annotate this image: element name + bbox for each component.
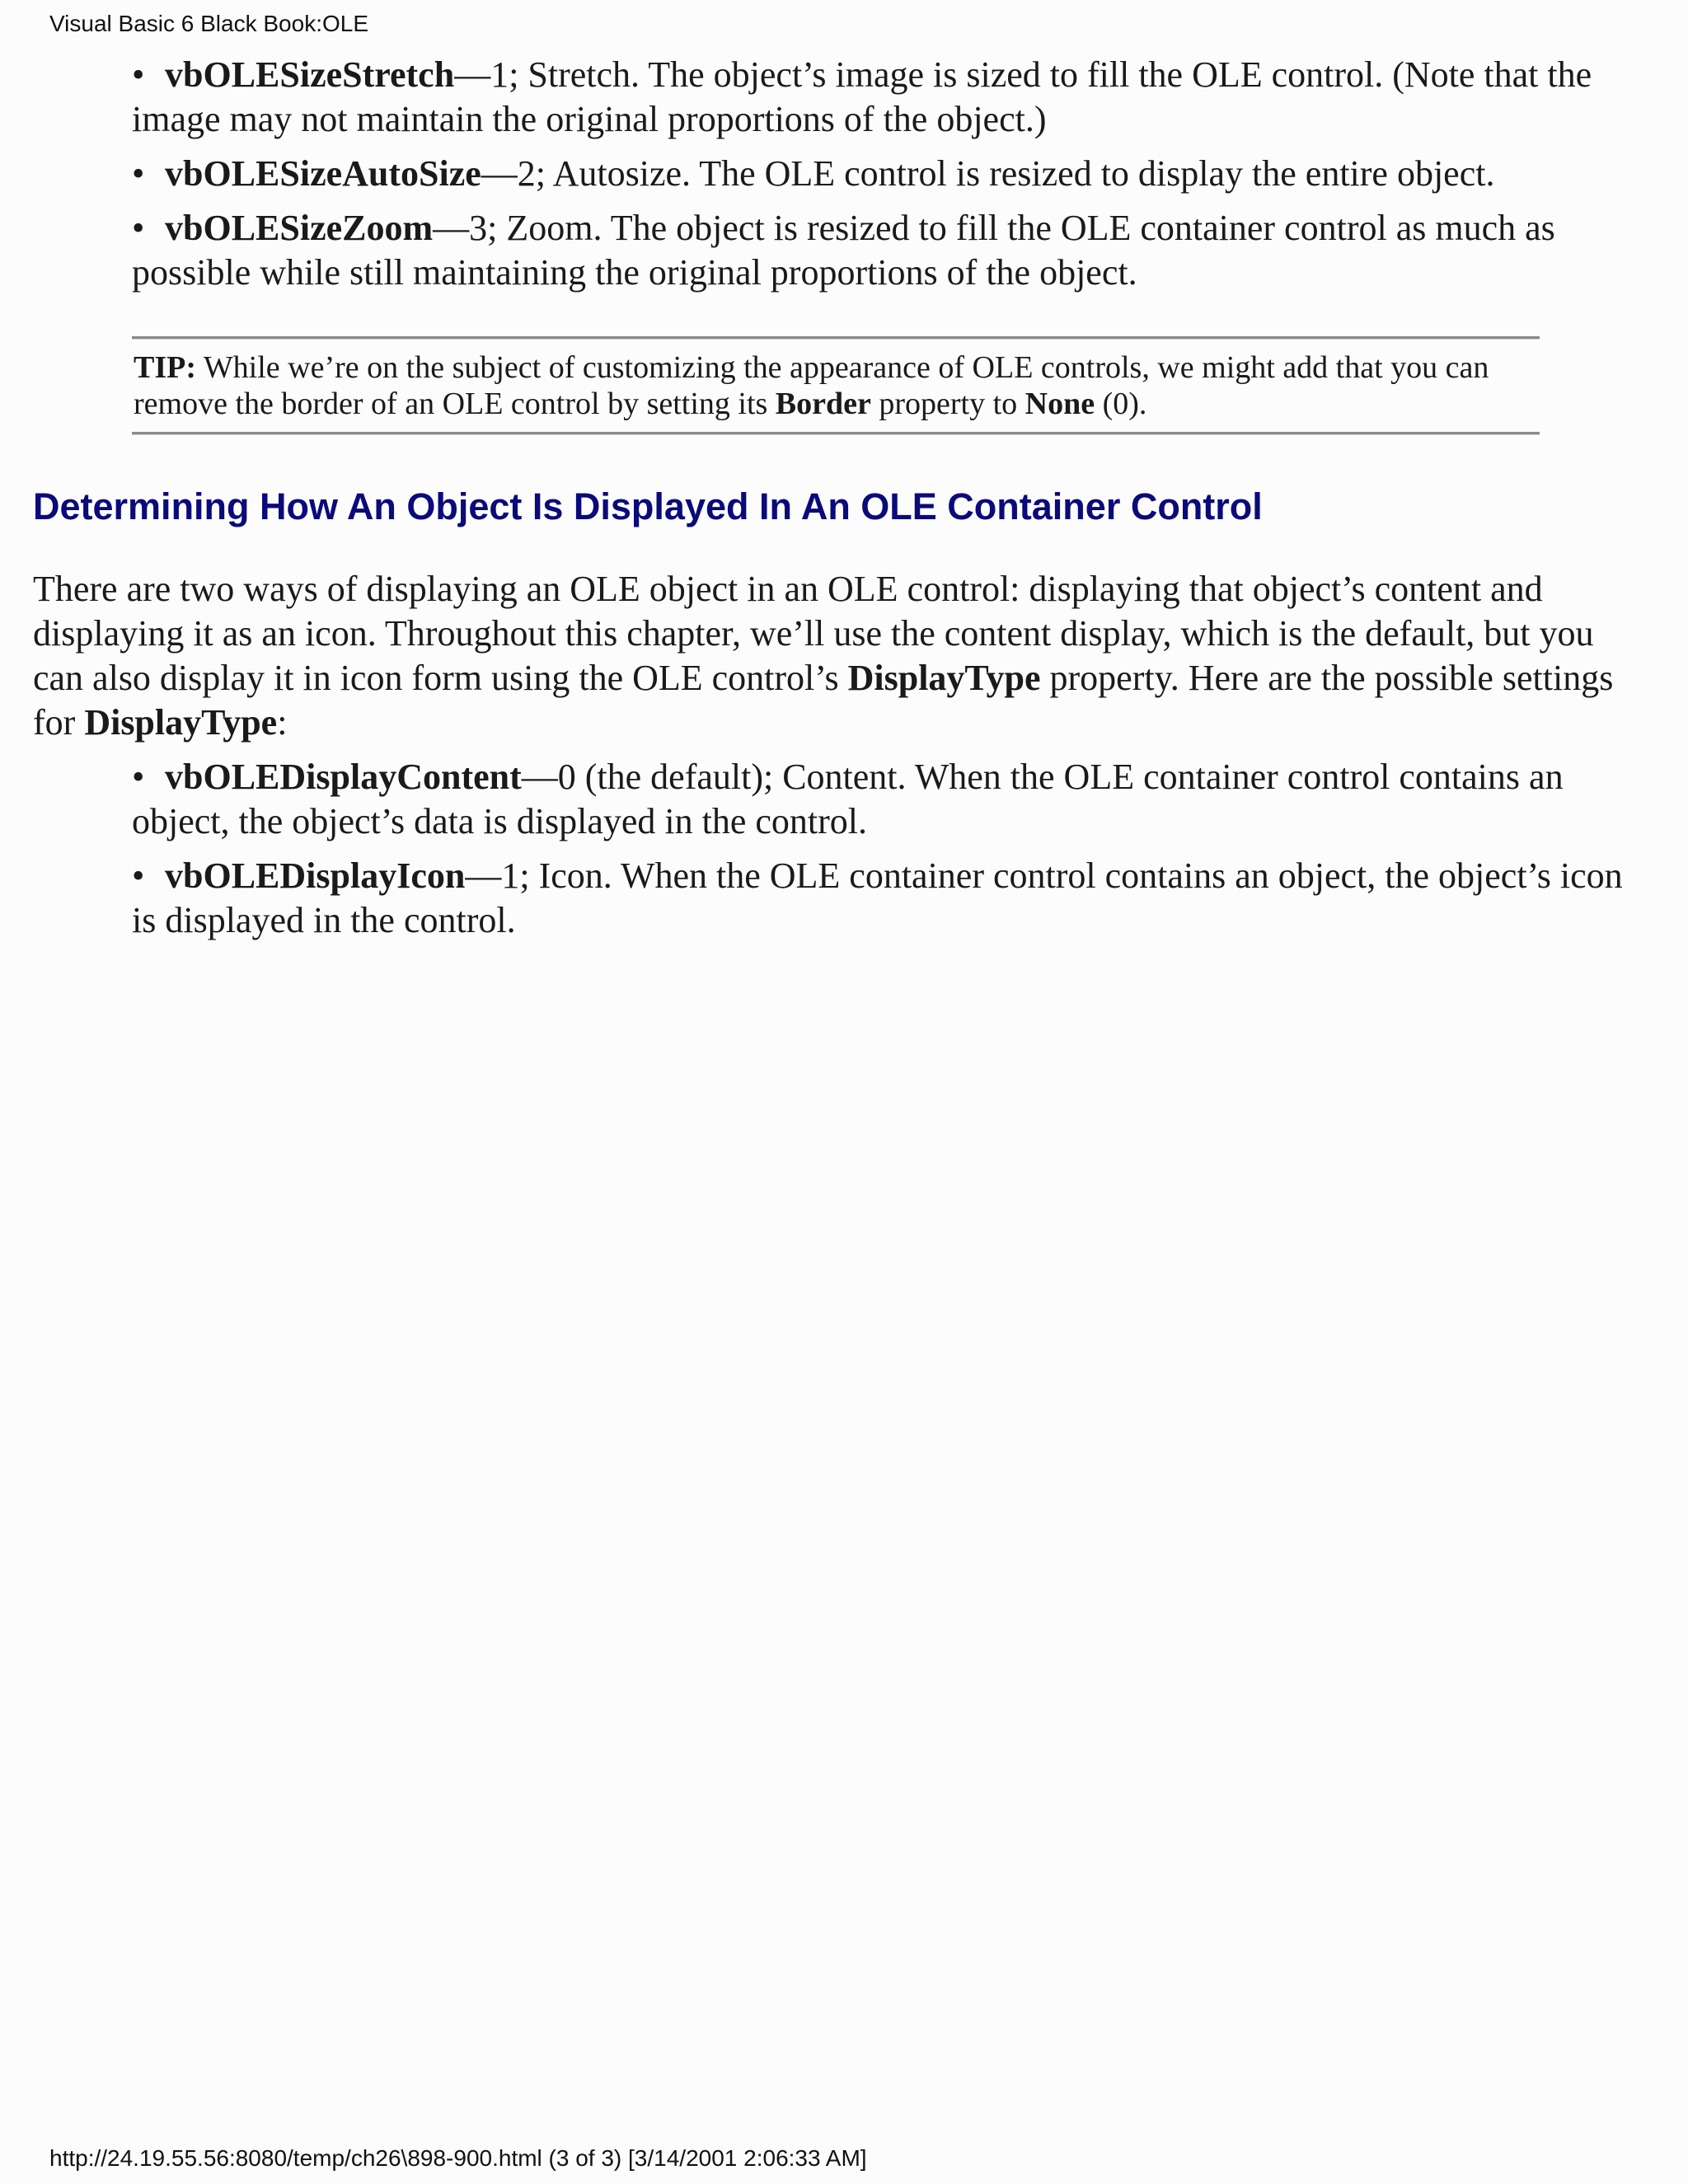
bullet-item-size-autosize [132, 152, 1648, 196]
tip-bottom-divider [132, 432, 1540, 435]
tip-label: TIP: [134, 350, 196, 385]
constant-description: —1; Icon. When the OLE container control contains an object, the object’s icon is displayed in the control. [132, 855, 1623, 940]
bullet-item-display-icon [132, 854, 1648, 943]
constant-description: —0 (the default); Content. When the OLE container control contains an object, the object’s data is displayed in the control. [132, 757, 1564, 841]
constant-name: vbOLESizeAutoSize [165, 153, 481, 194]
bullet-item-size-zoom [132, 206, 1648, 295]
property-name: DisplayType [84, 702, 278, 743]
paragraph-text-part: property. Here are the possible settings for [33, 658, 1614, 743]
constant-name: vbOLESizeStretch [165, 54, 455, 95]
tip-text-part: property to [870, 387, 1025, 421]
page-footer-source: http://24.19.55.56:8080/temp/ch26\898-900.html (3 of 3) [3/14/2001 2:06:33 AM] [49, 2145, 867, 2171]
constant-name: vbOLEDisplayIcon [165, 855, 466, 896]
property-name: DisplayType [847, 658, 1041, 698]
section-heading: Determining How An Object Is Displayed In An OLE Container Control [33, 485, 1263, 527]
constant-name: vbOLEDisplayContent [165, 757, 522, 797]
constant-description: —2; Autosize. The OLE control is resized to display the entire object. [481, 153, 1495, 194]
bullet-icon: • [132, 757, 145, 797]
tip-property-name: Border [775, 387, 871, 421]
tip-box [132, 336, 1540, 437]
paragraph-text-part: There are two ways of displaying an OLE object in an OLE control: displaying that object’s content and displaying it as an icon. Throughout this chapter, we’ll use the content display, which is the default, but you can also display it in icon form using the OLE control’s [33, 569, 1594, 698]
bullet-icon: • [132, 153, 145, 194]
tip-text [134, 349, 1535, 422]
bullet-item-display-content [132, 755, 1648, 844]
bullet-item-size-stretch [132, 53, 1648, 142]
paragraph-text-part: : [277, 702, 288, 743]
tip-top-divider [132, 336, 1540, 340]
bullet-icon: • [132, 208, 145, 248]
constant-description: —3; Zoom. The object is resized to fill the OLE container control as much as possible while still maintaining the original proportions of the object. [132, 208, 1555, 293]
page-header-title: Visual Basic 6 Black Book:OLE [49, 11, 369, 36]
tip-text-part: While we’re on the subject of customizing the appearance of OLE controls, we might add that you can remove the border of an OLE control by setting its [134, 350, 1489, 421]
constant-description: —1; Stretch. The object’s image is sized to fill the OLE control. (Note that the image may not maintain the original proportions of the object.) [132, 54, 1592, 139]
constant-name: vbOLESizeZoom [165, 208, 434, 248]
tip-property-value: None [1025, 387, 1095, 421]
tip-text-part: (0). [1095, 387, 1147, 421]
bullet-icon: • [132, 54, 145, 95]
bullet-icon: • [132, 855, 145, 896]
section-paragraph [33, 567, 1648, 745]
